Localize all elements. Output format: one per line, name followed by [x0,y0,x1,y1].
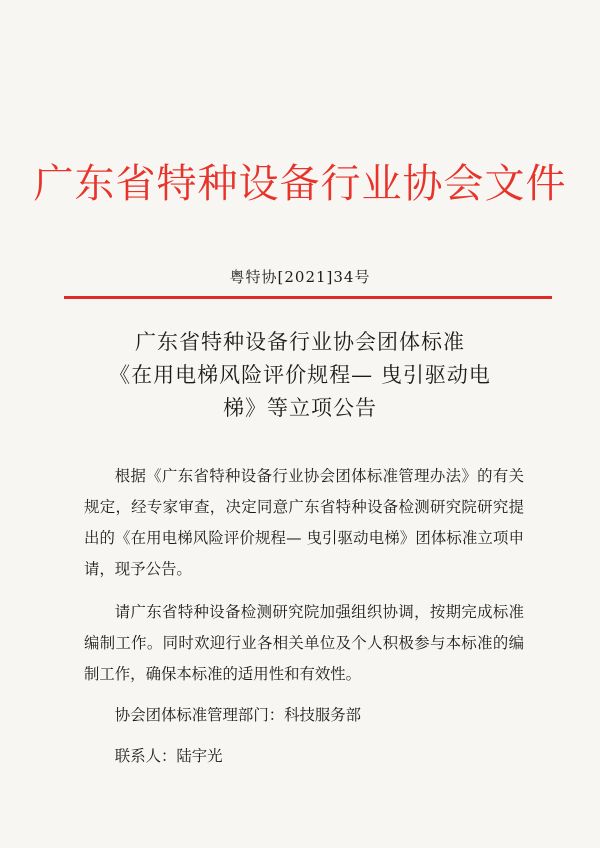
notice-title-line-1: 广东省特种设备行业协会团体标准 [135,330,465,354]
body-paragraph-1: 根据《广东省特种设备行业协会团体标准管理办法》的有关规定，经专家审查，决定同意广东省特种设备检测研究院研究提出的《在用电梯风险评价规程— 曳引驱动电梯》团体标准立项申请，现予公告。 [84,467,524,578]
notice-title-line-2: 《在用电梯风险评价规程— 曳引驱动电 [109,363,491,387]
document-number: 粤特协[2021]34号 [229,268,371,286]
red-divider-line [64,296,552,299]
notice-title [90,326,510,425]
notice-title-line-3: 梯》等立项公告 [223,396,377,420]
header-title: 广东省特种设备行业协会文件 [33,161,567,207]
body-paragraph-2: 请广东省特种设备检测研究院加强组织协调，按期完成标准编制工作。同时欢迎行业各相关单位及个人积极参与本标准的编制工作，确保本标准的适用性和有效性。 [84,603,524,683]
notice-body [84,461,524,772]
department-line: 协会团体标准管理部门：科技服务部 [114,706,362,724]
contact-line: 联系人：陆宇光 [114,747,223,765]
